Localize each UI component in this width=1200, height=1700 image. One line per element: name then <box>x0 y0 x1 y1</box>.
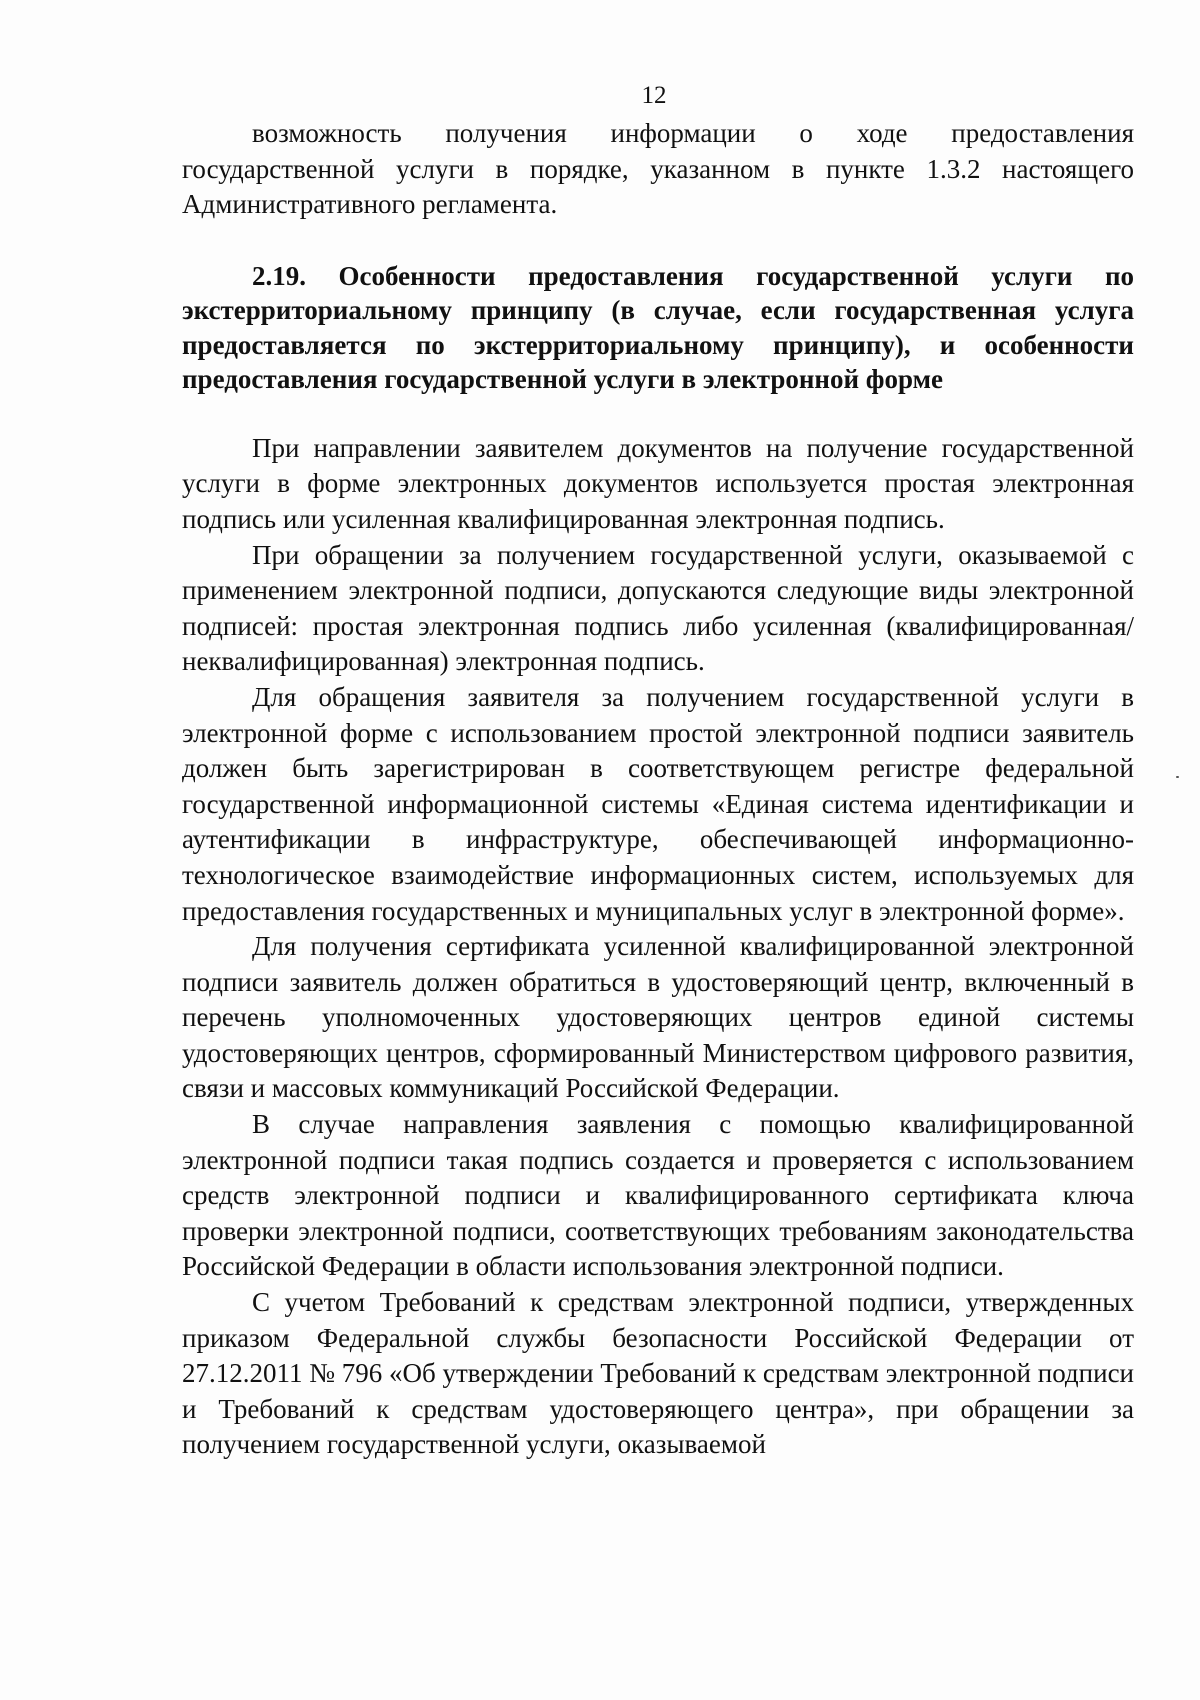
scan-speck <box>1176 776 1179 778</box>
continuation-paragraph: возможность получения информации о ходе предоставления государственной услуги в порядке, указанном в пункте 1.3.2 настоящего Административного регламента. <box>182 118 1134 220</box>
page-number: 12 <box>641 82 667 109</box>
document-body <box>182 116 1134 1463</box>
paragraph-qualified-signature: В случае направления заявления с помощью квалифицированной электронной подписи такая подпись создается и проверяется с использованием средств электронной подписи и квалифицированного сертификата ключа проверки электронной подписи, соответствующих требованиям законодательства Российской Федерации в области использования электронной подписи. <box>182 1109 1134 1282</box>
paragraph-certificate: Для получения сертификата усиленной квалифицированной электронной подписи заявитель должен обратиться в удостоверяющий центр, включенный в перечень уполномоченных удостоверяющих центров единой системы удостоверяющих центров, сформированный Министерством цифрового развития, связи и массовых коммуникаций Российской Федерации. <box>182 931 1134 1104</box>
paragraph-signature-types: При направлении заявителем документов на получение государственной услуги в форме электронных документов используется простая электронная подпись или усиленная квалифицированная электронная подпись. <box>182 432 1134 534</box>
section-heading: 2.19. Особенности предоставления государственной услуги по экстерриториальному принципу (в случае, если государственная услуга предоставляется по экстерриториальному принципу), и особенности предоставления государственной услуги в электронной форме <box>182 260 1134 395</box>
paragraph-esia-registration: Для обращения заявителя за получением государственной услуги в электронной форме с использованием простой электронной подписи заявитель должен быть зарегистрирован в соответствующем регистре федеральной государственной информационной системы «Единая система идентификации и аутентификации в инфраструктуре, обеспечивающей информационно-технологическое взаимодействие информационных систем, используемых для предоставления государственных и муниципальных услуг в электронной форме». <box>182 681 1134 926</box>
paragraph-fsb-requirements: С учетом Требований к средствам электронной подписи, утвержденных приказом Федеральной службы безопасности Российской Федерации от 27.12.2011 № 796 «Об утверждении Требований к средствам электронной подписи и Требований к средствам удостоверяющего центра», при обращении за получением государственной услуги, оказываемой <box>182 1287 1135 1460</box>
paragraph-allowed-signatures: При обращении за получением государственной услуги, оказываемой с применением электронной подписи, допускаются следующие виды электронной подписей: простая электронная подпись либо усиленная (квалифицированная/неквалифицированная) электронная подпись. <box>182 539 1134 677</box>
